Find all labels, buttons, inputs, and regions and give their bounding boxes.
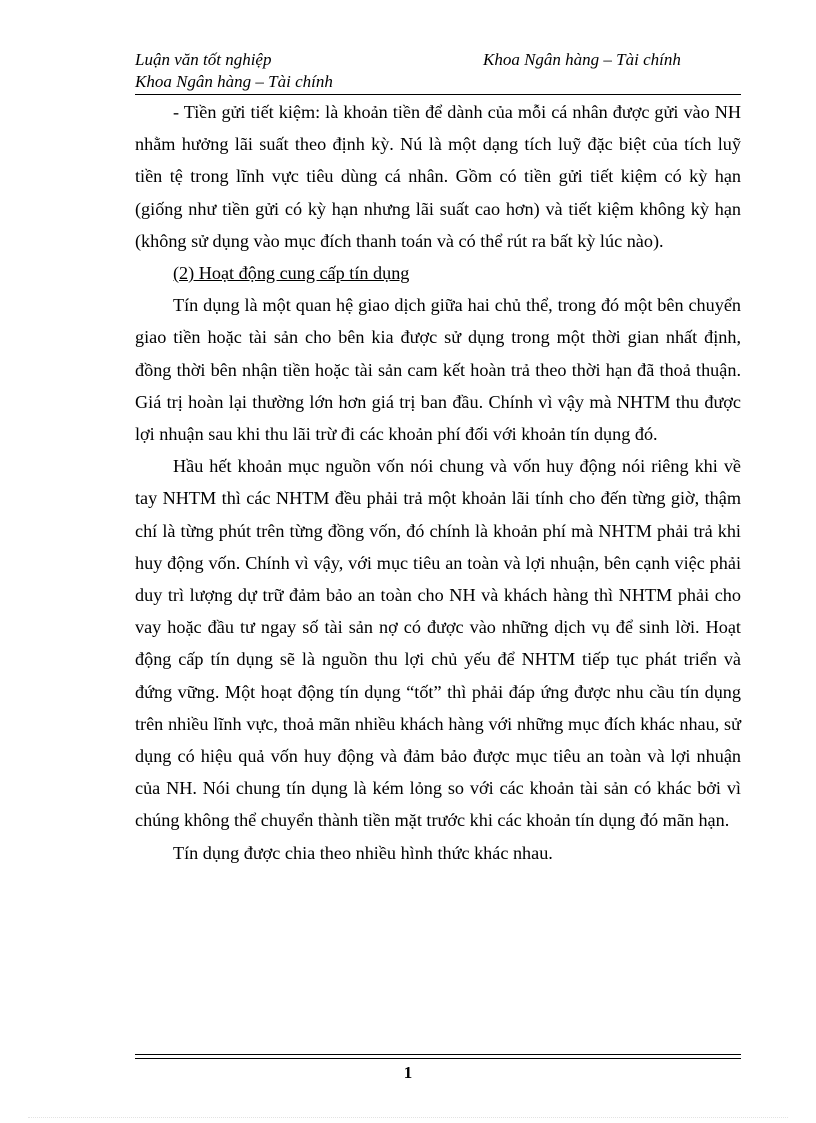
header-divider (135, 94, 741, 95)
page-number: 1 (403, 1063, 413, 1082)
paragraph-savings-deposit: - Tiền gửi tiết kiệm: là khoản tiền để dành của mỗi cá nhân được gửi vào NH nhằm hưởng lãi suất theo định kỳ. Nú là một dạng tích luỹ đặc biệt của tích luỹ tiền tệ trong lĩnh vực tiêu dùng cá nhân. Gồm có tiền gửi tiết kiệm có kỳ hạn (giống như tiền gửi có kỳ hạn nhưng lãi suất cao hơn) và tiết kiệm không kỳ hạn (không sử dụng vào mục đích thanh toán và có thể rút ra bất kỳ lúc nào). (135, 102, 741, 251)
header-faculty-right: Khoa Ngân hàng – Tài chính (483, 50, 681, 69)
header-faculty-left: Khoa Ngân hàng – Tài chính (135, 72, 333, 91)
paragraph-credit-forms: Tín dụng được chia theo nhiều hình thức khác nhau. (173, 842, 553, 863)
header-thesis-title: Luận văn tốt nghiệp (135, 50, 272, 69)
paragraph-credit-definition: Tín dụng là một quan hệ giao dịch giữa hai chủ thể, trong đó một bên chuyển giao tiền hoặc tài sản cho bên kia được sử dụng trong một thời gian nhất định, đồng thời bên nhận tiền hoặc tài sản cam kết hoàn trả theo thời hạn đã thoả thuận. Giá trị hoàn lại thường lớn hơn giá trị ban đầu. Chính vì vậy mà NHTM thu được lợi nhuận sau khi thu lãi trừ đi các khoản phí đối với khoản tín dụng đó. (135, 295, 741, 445)
body-text (135, 96, 741, 869)
section-heading (135, 257, 741, 289)
page-edge-dots (28, 1117, 788, 1118)
section-heading-text: (2) Hoạt động cung cấp tín dụng (173, 263, 410, 284)
paragraph-credit-role: Hầu hết khoản mục nguồn vốn nói chung và vốn huy động nói riêng khi về tay NHTM thì các NHTM đều phải trả một khoản lãi tính cho đến từng giờ, thậm chí là từng phút trên từng đồng vốn, đó chính là khoản phí mà NHTM phải trả khi huy động vốn. Chính vì vậy, với mục tiêu an toàn và lợi nhuận, bên cạnh việc phải duy trì lượng dự trữ đảm bảo an toàn cho NH và khách hàng thì NHTM phải cho vay hoặc đầu tư ngay số tài sản nợ có được vào những dịch vụ để sinh lời. Hoạt động cấp tín dụng sẽ là nguồn thu lợi chủ yếu để NHTM tiếp tục phát triển và đứng vững. Một hoạt động tín dụng “tốt” thì phải đáp ứng được nhu cầu tín dụng trên nhiều lĩnh vực, thoả mãn nhiều khách hàng với những mục đích khác nhau, sử dụng có hiệu quả vốn huy động và đảm bảo được mục tiêu an toàn và lợi nhuận của NH. Nói chung tín dụng là kém lỏng so với các khoản tài sản có khác bởi vì chúng không thể chuyển thành tiền mặt trước khi các khoản tín dụng đó mãn hạn. (135, 456, 741, 831)
footer-divider-bottom (135, 1058, 741, 1059)
footer-divider-top (135, 1054, 741, 1055)
